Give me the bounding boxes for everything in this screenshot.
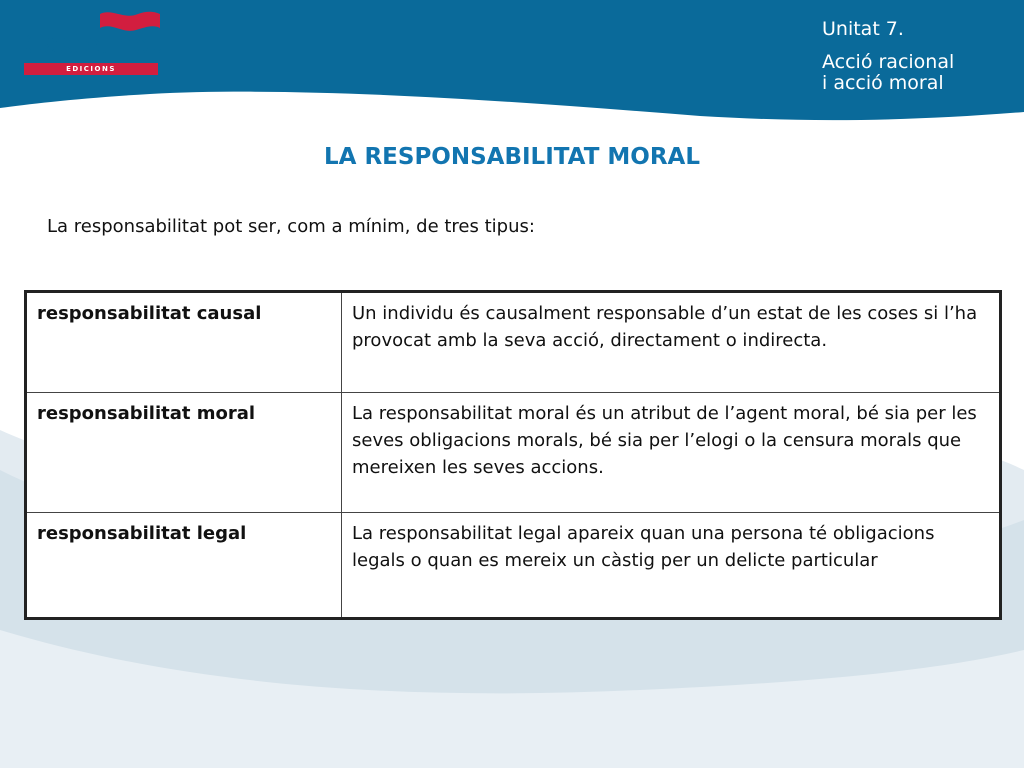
unit-subtitle-line1: Acció racional	[822, 51, 955, 73]
intro-text: La responsabilitat pot ser, com a mínim, de tres tipus:	[47, 216, 535, 237]
unit-heading	[822, 19, 954, 94]
term-cell: responsabilitat moral	[26, 393, 342, 513]
table-row	[26, 292, 1001, 393]
definition-cell: Un individu és causalment responsable d’un estat de les coses si l’ha provocat amb la seva acció, directament o indirecta.	[342, 292, 1001, 393]
unit-title: Unitat 7.	[822, 18, 904, 40]
term-cell: responsabilitat legal	[26, 513, 342, 619]
table-row	[26, 393, 1001, 513]
definition-cell: La responsabilitat legal apareix quan una persona té obligacions legals o quan es mereix un càstig per un delicte particular	[342, 513, 1001, 619]
responsibility-table	[24, 290, 1002, 620]
page-title: LA RESPONSABILITAT MORAL	[324, 144, 700, 170]
term-cell: responsabilitat causal	[26, 292, 342, 393]
responsibility-table-wrapper	[24, 290, 1002, 620]
publisher-logo	[22, 10, 167, 80]
logo-subtitle: EDICIONS	[66, 65, 116, 73]
table-row	[26, 513, 1001, 619]
logo-wordmark: Castellnou	[24, 29, 167, 60]
unit-subtitle-line2: i acció moral	[822, 72, 944, 94]
definition-cell: La responsabilitat moral és un atribut de l’agent moral, bé sia per les seves obligacions morals, bé sia per l’elogi o la censura morals que mereixen les seves accions.	[342, 393, 1001, 513]
